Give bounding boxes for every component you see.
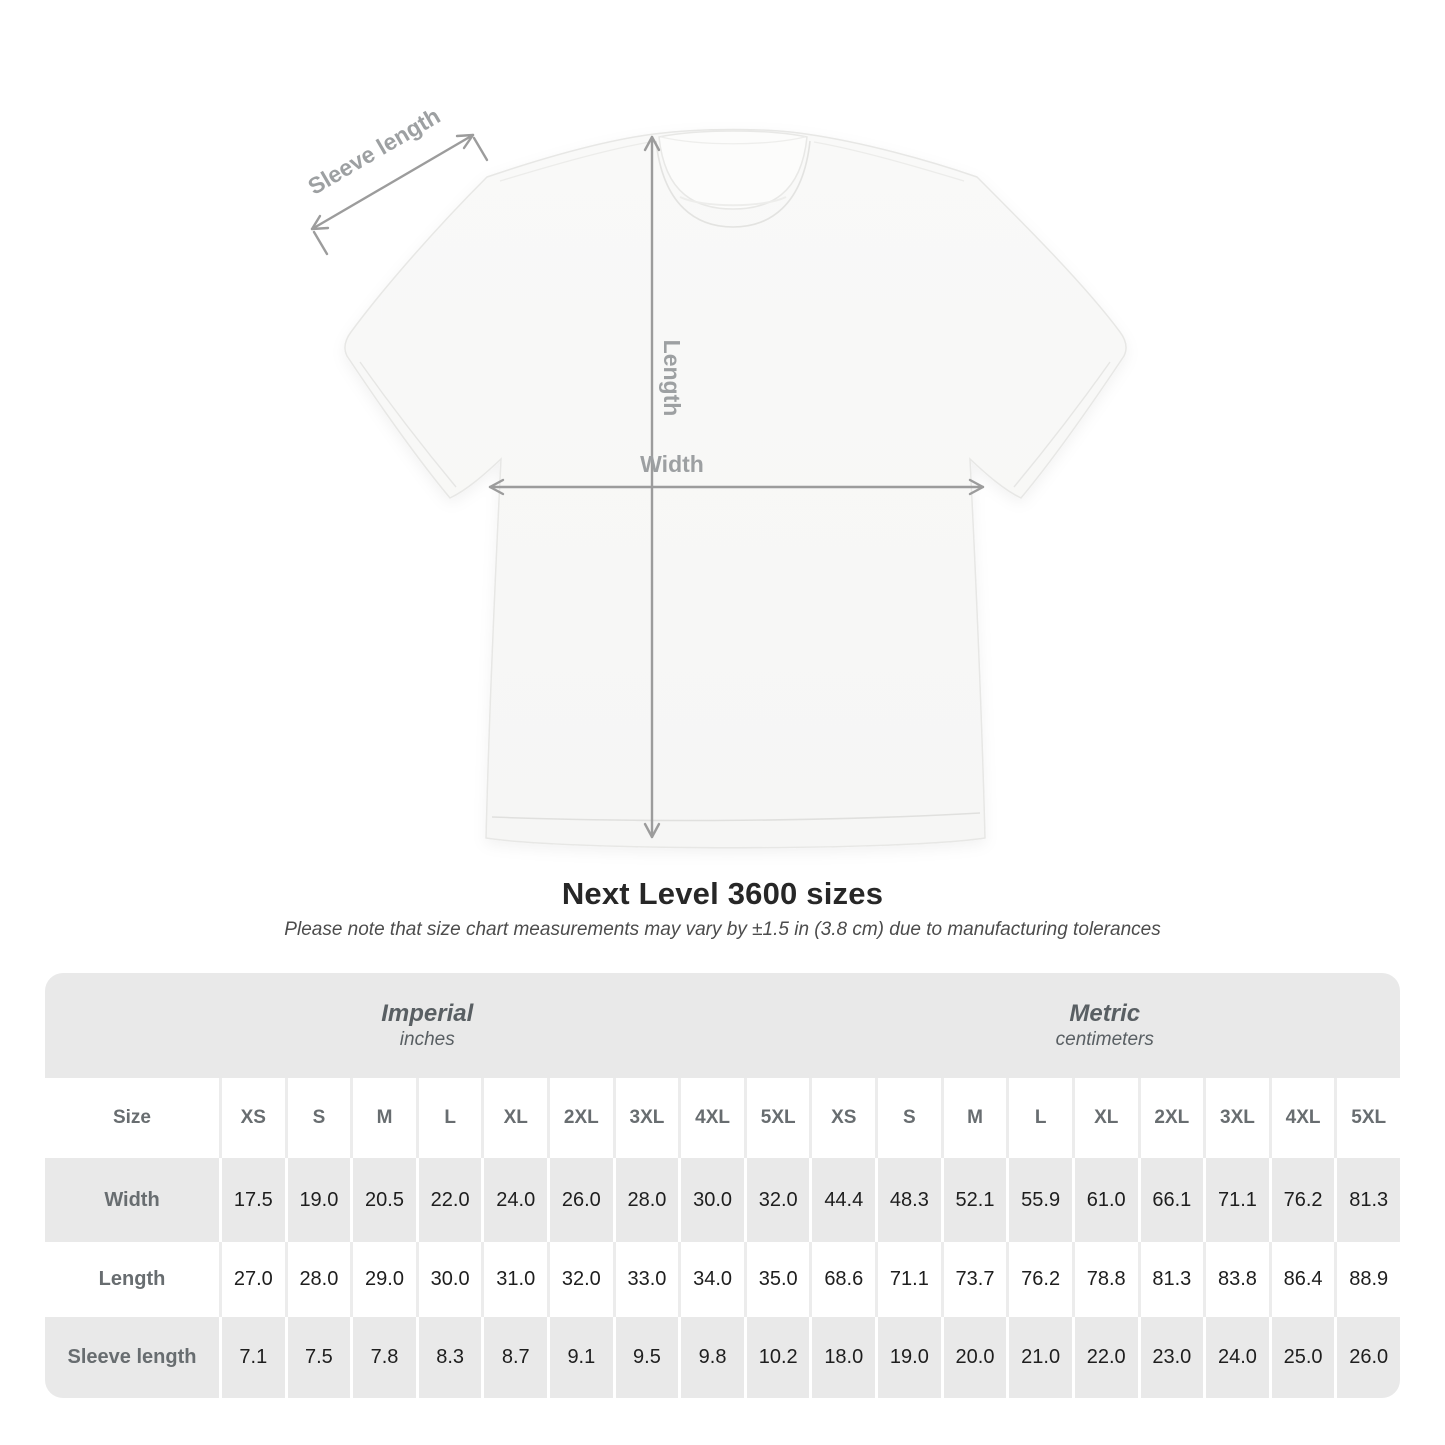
measurement-cell: 71.1 bbox=[1203, 1158, 1269, 1242]
imperial-section-unit: inches bbox=[399, 1029, 455, 1051]
page-title: Next Level 3600 sizes bbox=[561, 876, 884, 911]
tshirt-graphic bbox=[345, 130, 1126, 848]
measurement-cell: 66.1 bbox=[1138, 1158, 1204, 1242]
measurement-cell: 19.0 bbox=[875, 1317, 941, 1398]
imperial-section-title: Imperial bbox=[381, 1000, 474, 1028]
measurement-cell: 44.4 bbox=[809, 1158, 875, 1242]
size-header-cell: 3XL bbox=[1203, 1078, 1269, 1158]
measurement-cell: 19.0 bbox=[285, 1158, 351, 1242]
measurement-cell: 20.0 bbox=[941, 1317, 1007, 1398]
size-column-header: Size bbox=[45, 1078, 219, 1158]
measurement-cell: 81.3 bbox=[1334, 1158, 1400, 1242]
measurement-cell: 26.0 bbox=[547, 1158, 613, 1242]
size-header-cell: 2XL bbox=[547, 1078, 613, 1158]
measurement-cell: 17.5 bbox=[219, 1158, 285, 1242]
size-header-cell: 4XL bbox=[678, 1078, 744, 1158]
size-header-row bbox=[45, 1078, 1400, 1158]
measurement-cell: 31.0 bbox=[481, 1242, 547, 1317]
measurement-cell: 83.8 bbox=[1203, 1242, 1269, 1317]
measurement-cell: 28.0 bbox=[613, 1158, 679, 1242]
size-header-cell: 3XL bbox=[613, 1078, 679, 1158]
length-label: Length bbox=[659, 339, 685, 417]
width-row bbox=[45, 1158, 1400, 1242]
size-header-cell: XL bbox=[481, 1078, 547, 1158]
measurement-cell: 28.0 bbox=[285, 1242, 351, 1317]
measurement-cell: 32.0 bbox=[744, 1158, 810, 1242]
metric-section-title: Metric bbox=[1069, 1000, 1141, 1028]
row-label: Sleeve length bbox=[45, 1317, 219, 1398]
size-header-cell: 5XL bbox=[744, 1078, 810, 1158]
measurement-cell: 10.2 bbox=[744, 1317, 810, 1398]
measurement-cell: 24.0 bbox=[1203, 1317, 1269, 1398]
measurement-cell: 8.7 bbox=[481, 1317, 547, 1398]
measurement-cell: 9.5 bbox=[613, 1317, 679, 1398]
measurement-cell: 48.3 bbox=[875, 1158, 941, 1242]
measurement-cell: 25.0 bbox=[1269, 1317, 1335, 1398]
measurement-cell: 21.0 bbox=[1006, 1317, 1072, 1398]
size-header-cell: XS bbox=[809, 1078, 875, 1158]
metric-section-header bbox=[809, 973, 1400, 1078]
measurement-cell: 18.0 bbox=[809, 1317, 875, 1398]
measurement-cell: 35.0 bbox=[744, 1242, 810, 1317]
measurement-cell: 9.1 bbox=[547, 1317, 613, 1398]
size-header-cell: XL bbox=[1072, 1078, 1138, 1158]
measurement-cell: 26.0 bbox=[1334, 1317, 1400, 1398]
measurement-cell: 52.1 bbox=[941, 1158, 1007, 1242]
measurement-cell: 55.9 bbox=[1006, 1158, 1072, 1242]
measurement-cell: 24.0 bbox=[481, 1158, 547, 1242]
size-table bbox=[45, 973, 1400, 1398]
measurement-cell: 78.8 bbox=[1072, 1242, 1138, 1317]
tolerance-note: Please note that size chart measurements may vary by ±1.5 in (3.8 cm) due to manufacturing tolerances bbox=[284, 919, 1161, 940]
size-header-cell: L bbox=[1006, 1078, 1072, 1158]
measurement-cell: 32.0 bbox=[547, 1242, 613, 1317]
measurement-cell: 20.5 bbox=[350, 1158, 416, 1242]
size-header-cell: 5XL bbox=[1334, 1078, 1400, 1158]
measurement-cell: 27.0 bbox=[219, 1242, 285, 1317]
measurement-cell: 73.7 bbox=[941, 1242, 1007, 1317]
measurement-cell: 33.0 bbox=[613, 1242, 679, 1317]
measurement-cell: 22.0 bbox=[1072, 1317, 1138, 1398]
measurement-cell: 9.8 bbox=[678, 1317, 744, 1398]
size-header-cell: S bbox=[285, 1078, 351, 1158]
measurement-cell: 81.3 bbox=[1138, 1242, 1204, 1317]
size-header-cell: S bbox=[875, 1078, 941, 1158]
measurement-cell: 88.9 bbox=[1334, 1242, 1400, 1317]
measurement-cell: 71.1 bbox=[875, 1242, 941, 1317]
measurement-cell: 22.0 bbox=[416, 1158, 482, 1242]
measurement-cell: 29.0 bbox=[350, 1242, 416, 1317]
imperial-section-header bbox=[45, 973, 809, 1078]
size-header-cell: 2XL bbox=[1138, 1078, 1204, 1158]
length-row bbox=[45, 1242, 1400, 1317]
measurement-cell: 7.1 bbox=[219, 1317, 285, 1398]
measurement-cell: 86.4 bbox=[1269, 1242, 1335, 1317]
measurement-cell: 7.8 bbox=[350, 1317, 416, 1398]
measurement-cell: 30.0 bbox=[416, 1242, 482, 1317]
metric-section-unit: centimeters bbox=[1055, 1029, 1154, 1051]
size-header-cell: L bbox=[416, 1078, 482, 1158]
row-label: Length bbox=[45, 1242, 219, 1317]
measurement-cell: 7.5 bbox=[285, 1317, 351, 1398]
measurement-cell: 68.6 bbox=[809, 1242, 875, 1317]
measurement-cell: 23.0 bbox=[1138, 1317, 1204, 1398]
size-header-cell: XS bbox=[219, 1078, 285, 1158]
measurement-cell: 30.0 bbox=[678, 1158, 744, 1242]
sleeve-length-label: Sleeve length bbox=[303, 102, 445, 200]
size-header-cell: 4XL bbox=[1269, 1078, 1335, 1158]
size-header-cell: M bbox=[350, 1078, 416, 1158]
unit-section-header-row bbox=[45, 973, 1400, 1078]
width-label: Width bbox=[640, 451, 704, 477]
measurement-cell: 8.3 bbox=[416, 1317, 482, 1398]
measurement-cell: 34.0 bbox=[678, 1242, 744, 1317]
sleeve-length-row bbox=[45, 1317, 1400, 1398]
row-label: Width bbox=[45, 1158, 219, 1242]
measurement-cell: 76.2 bbox=[1269, 1158, 1335, 1242]
measurement-cell: 61.0 bbox=[1072, 1158, 1138, 1242]
measurement-cell: 76.2 bbox=[1006, 1242, 1072, 1317]
size-header-cell: M bbox=[941, 1078, 1007, 1158]
